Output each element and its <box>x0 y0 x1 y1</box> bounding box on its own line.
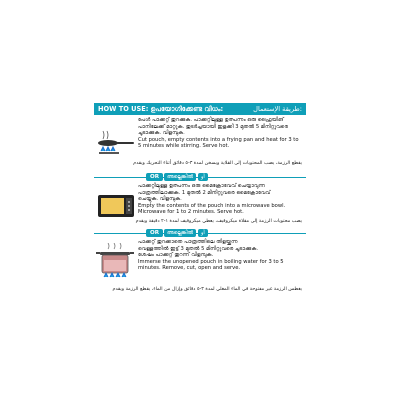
method3-ar: يغطس الرزمة غير مفتوحة في الماء المغلي لمدة ٣-٥ دقائق وإزال من الماء، يقطع الرزمة ويقدم <box>112 287 302 292</box>
or-label-ar: أو <box>198 173 208 181</box>
header-title-en: HOW TO USE: ഉപയോഗിക്കേണ്ട വിധം: <box>98 105 224 113</box>
method3-en-1: Immerse the unopened pouch in boiling water for 3 to 5 <box>138 258 284 265</box>
method1-en-2: 5 minutes while stirring. Serve hot. <box>138 143 230 149</box>
usage-panel <box>94 103 306 301</box>
or-divider-1 <box>94 173 306 181</box>
method3-ml-2: വെള്ളത്തിൽ ഇട്ട് 3 മുതൽ 5 മിനിറ്റുവരെ ചൂടാക്കുക. <box>138 245 259 252</box>
method3-en-2: minutes. Remove, cut, open and serve. <box>138 265 241 271</box>
method1-en-1: Cut pouch, empty contents into a frying pan and heat for 3 to <box>138 136 299 143</box>
method3-text <box>138 239 306 272</box>
header-title-ar: طريقة الإستعمال: <box>253 105 302 113</box>
or-label-ml: അല്ലെങ്കിൽ <box>164 173 196 181</box>
method1-ml-3: ചൂടാക്കുക. വിളമ്പുക. <box>138 130 185 136</box>
or-label: OR <box>146 173 163 181</box>
or-label-ar: أو <box>198 229 208 237</box>
method1-ar: يقطع الرزمة، يصب المحتويات إلى القلاية ويسخن لمدة ٣-٥ دقائق أثناء التحريك ويقدم <box>133 161 302 166</box>
or-label: OR <box>146 229 163 237</box>
method2-ar: يصب محتويات الرزمة إلى مقلاة ميكروفيف، يعطي ميكروفيف لمدة ١-٢ دقيقة ويقدم <box>135 219 302 224</box>
method3-ml-3: ശേഷം പാക്കറ്റ് തുറന്ന് വിളമ്പുക. <box>138 252 214 258</box>
method2-text <box>138 183 306 216</box>
method-microwave <box>94 183 306 235</box>
or-label-ml: അല്ലെങ്കിൽ <box>164 229 196 237</box>
method1-ml-1: പേൾ പാക്കറ്റ് തുറക്കുക. പാക്കറ്റിലുള്ള ഉത്പന്നം ഒരു ഫ്രൈയിങ് <box>138 117 284 123</box>
method2-en-1: Empty the contents of the pouch into a microwave bowl. <box>138 202 286 209</box>
frying-pan-icon <box>94 127 138 159</box>
method2-ml-3: ചെയ്യുക. വിളമ്പുക. <box>138 196 182 202</box>
or-divider-2 <box>94 229 306 237</box>
method1-text <box>138 117 306 150</box>
boiling-pot-icon <box>94 243 138 279</box>
method1-ml-2: പാനിലേക്ക് മാറ്റുക. തുടർച്ചയായി ഇളക്കി 3 മുതൽ 5 മിനിറ്റുവരെ <box>138 123 289 130</box>
method-boiling <box>94 239 306 299</box>
method-frying-pan <box>94 117 306 171</box>
method2-en-2: Microwave for 1 to 2 minutes. Serve hot. <box>138 209 244 215</box>
how-to-use-header <box>94 103 306 115</box>
method3-ml-1: പാക്കറ്റ് തുറക്കാതെ പാത്രത്തിലെ തിളയ്ക്കുന്ന <box>138 239 238 245</box>
microwave-icon <box>94 189 138 221</box>
method2-ml-2: പാത്രത്തിലാക്കുക. 1 മുതൽ 2 മിനിറ്റുവരെ മൈക്രോവേവ് <box>138 189 271 196</box>
method2-ml-1: പാക്കറ്റിലുള്ള ഉത്പന്നം ഒരു മൈക്രോവേവ് ചെയ്യാവുന്ന <box>138 183 265 189</box>
